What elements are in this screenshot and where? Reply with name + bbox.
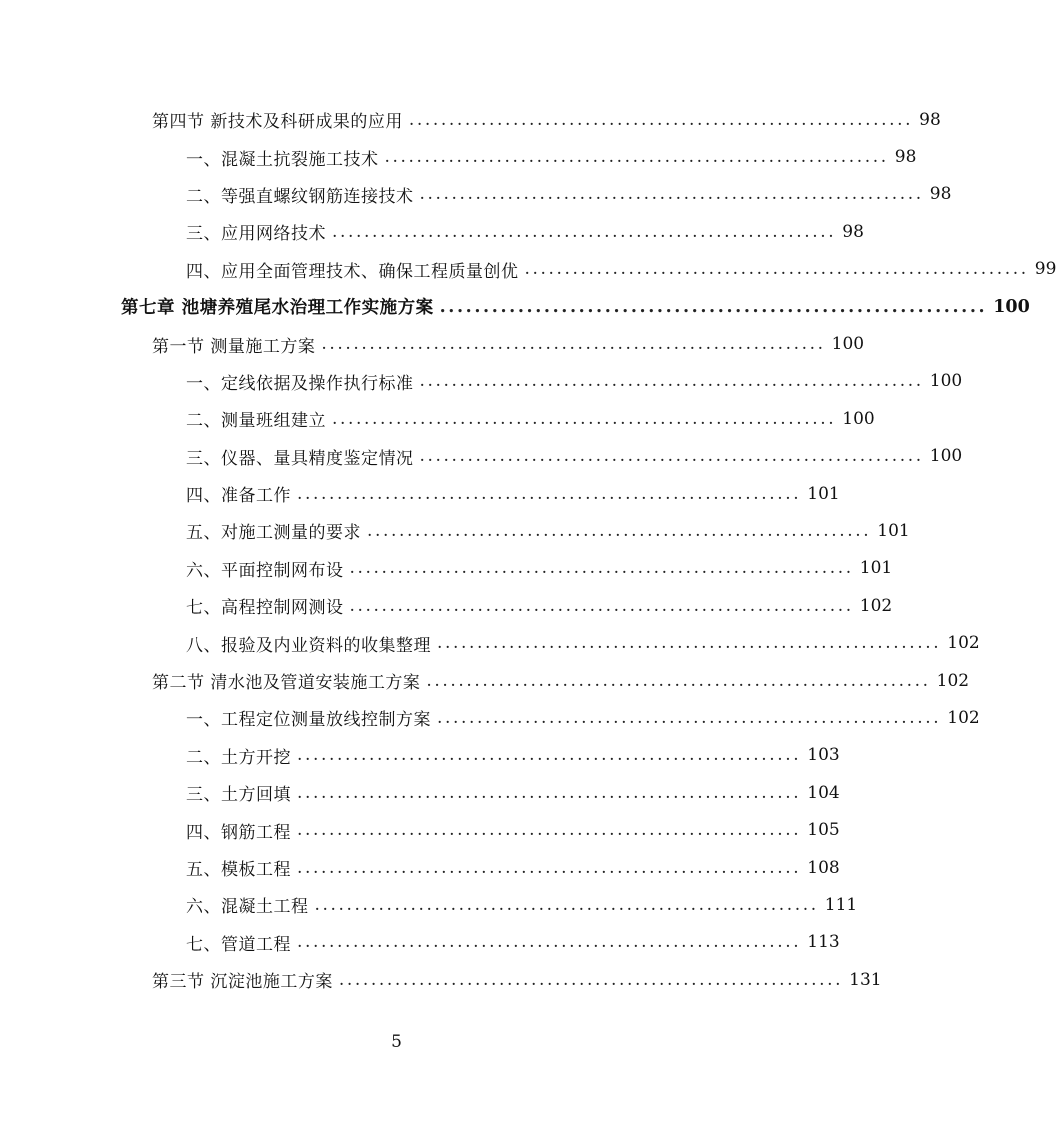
toc-entry[interactable] bbox=[0, 400, 875, 437]
dot-leader: ............................................................... bbox=[437, 707, 942, 728]
toc-entry[interactable] bbox=[0, 213, 864, 250]
toc-entry-page: 111 bbox=[824, 894, 858, 915]
dot-leader: ............................................................... bbox=[297, 782, 802, 803]
toc-entry-page: 102 bbox=[947, 707, 980, 728]
toc-entry[interactable] bbox=[0, 138, 917, 175]
toc-entry-title: 六、混凝土工程 bbox=[186, 897, 309, 918]
toc-entry[interactable] bbox=[0, 512, 910, 549]
toc-entry-title: 五、对施工测量的要求 bbox=[186, 523, 361, 544]
toc-entry[interactable] bbox=[0, 624, 980, 661]
toc-entry[interactable] bbox=[0, 737, 840, 774]
toc-entry-title: 三、仪器、量具精度鉴定情况 bbox=[186, 448, 414, 469]
toc-entry-title: 第一节 测量施工方案 bbox=[152, 336, 316, 357]
toc-entry-page: 105 bbox=[807, 820, 840, 841]
dot-leader: ............................................................... bbox=[332, 221, 837, 242]
toc-entry[interactable] bbox=[0, 774, 840, 811]
dot-leader: ............................................................... bbox=[439, 296, 988, 317]
toc-entry-page: 100 bbox=[842, 408, 875, 429]
toc-entry[interactable] bbox=[0, 849, 840, 886]
toc-entry[interactable] bbox=[0, 662, 970, 699]
toc-entry[interactable] bbox=[0, 550, 893, 587]
toc-entry-title: 二、等强直螺纹钢筋连接技术 bbox=[186, 186, 414, 207]
dot-leader: ............................................................... bbox=[297, 483, 802, 504]
dot-leader: ............................................................... bbox=[297, 932, 802, 953]
toc-entry-title: 四、准备工作 bbox=[186, 486, 291, 507]
dot-leader: ............................................................... bbox=[338, 969, 844, 990]
dot-leader: ............................................................... bbox=[384, 147, 889, 168]
toc-entry[interactable] bbox=[0, 251, 1056, 288]
toc-entry[interactable] bbox=[0, 587, 893, 624]
toc-entry-title: 第七章 池塘养殖尾水治理工作实施方案 bbox=[121, 298, 434, 319]
toc-entry-page: 100 bbox=[831, 334, 865, 355]
dot-leader: ............................................................... bbox=[419, 184, 924, 205]
toc-entry-page: 100 bbox=[929, 371, 963, 392]
toc-entry-title: 一、混凝土抗裂施工技术 bbox=[186, 149, 379, 170]
toc-entry-page: 98 bbox=[894, 147, 917, 168]
dot-leader: ............................................................... bbox=[419, 371, 924, 392]
toc-entry-title: 三、土方回填 bbox=[186, 785, 291, 806]
toc-entry-title: 四、钢筋工程 bbox=[186, 822, 291, 843]
table-of-contents bbox=[0, 101, 1056, 998]
toc-entry-page: 113 bbox=[807, 932, 840, 953]
toc-entry-title: 二、土方开挖 bbox=[186, 747, 291, 768]
dot-leader: ............................................................... bbox=[321, 334, 826, 355]
toc-entry[interactable] bbox=[0, 101, 941, 138]
toc-entry-page: 98 bbox=[842, 221, 864, 242]
toc-entry-title: 四、应用全面管理技术、确保工程质量创优 bbox=[186, 261, 519, 282]
toc-chapter-entry[interactable] bbox=[0, 288, 1030, 325]
toc-entry-title: 一、工程定位测量放线控制方案 bbox=[186, 710, 431, 731]
toc-entry-title: 三、应用网络技术 bbox=[186, 224, 326, 245]
toc-entry[interactable] bbox=[0, 176, 952, 213]
dot-leader: ............................................................... bbox=[426, 670, 931, 691]
toc-entry[interactable] bbox=[0, 886, 858, 923]
toc-entry-page: 101 bbox=[807, 483, 840, 504]
dot-leader: ............................................................... bbox=[437, 633, 942, 654]
toc-entry[interactable] bbox=[0, 811, 840, 848]
dot-leader: ............................................................... bbox=[297, 857, 802, 878]
dot-leader: ............................................................... bbox=[367, 520, 872, 541]
dot-leader: ............................................................... bbox=[314, 894, 819, 915]
toc-entry[interactable] bbox=[0, 363, 963, 400]
toc-entry-page: 98 bbox=[929, 184, 952, 205]
toc-entry[interactable] bbox=[0, 475, 840, 512]
toc-entry[interactable] bbox=[0, 924, 840, 961]
toc-entry-title: 第四节 新技术及科研成果的应用 bbox=[152, 112, 403, 133]
toc-entry[interactable] bbox=[0, 325, 865, 362]
toc-entry-page: 104 bbox=[807, 782, 840, 803]
dot-leader: ............................................................... bbox=[349, 558, 854, 579]
toc-entry[interactable] bbox=[0, 699, 980, 736]
toc-entry-page: 100 bbox=[993, 296, 1030, 317]
toc-entry-page: 108 bbox=[807, 857, 840, 878]
toc-entry-title: 六、平面控制网布设 bbox=[186, 560, 344, 581]
dot-leader: ............................................................... bbox=[332, 408, 837, 429]
toc-entry-title: 八、报验及内业资料的收集整理 bbox=[186, 635, 431, 656]
toc-entry-page: 99 bbox=[1034, 259, 1056, 280]
dot-leader: ............................................................... bbox=[419, 446, 924, 467]
toc-entry-title: 第二节 清水池及管道安装施工方案 bbox=[152, 673, 421, 694]
toc-entry-title: 二、测量班组建立 bbox=[186, 411, 326, 432]
toc-entry-page: 102 bbox=[859, 595, 893, 616]
toc-entry-page: 131 bbox=[849, 969, 882, 990]
toc-entry-page: 98 bbox=[919, 109, 941, 130]
dot-leader: ............................................................... bbox=[297, 745, 802, 766]
toc-entry[interactable] bbox=[0, 961, 882, 998]
toc-entry-page: 102 bbox=[947, 633, 980, 654]
toc-entry-title: 七、高程控制网测设 bbox=[186, 598, 344, 619]
toc-entry-page: 102 bbox=[936, 670, 970, 691]
toc-entry-title: 一、定线依据及操作执行标准 bbox=[186, 373, 414, 394]
toc-entry-page: 103 bbox=[807, 745, 840, 766]
dot-leader: ............................................................... bbox=[524, 259, 1029, 280]
toc-entry-title: 七、管道工程 bbox=[186, 934, 291, 955]
toc-entry[interactable] bbox=[0, 438, 963, 475]
toc-entry-page: 100 bbox=[929, 446, 963, 467]
dot-leader: ............................................................... bbox=[349, 595, 854, 616]
toc-entry-page: 101 bbox=[877, 520, 910, 541]
page-number: 5 bbox=[391, 1032, 402, 1052]
toc-entry-title: 第三节 沉淀池施工方案 bbox=[152, 972, 333, 993]
toc-entry-page: 101 bbox=[859, 558, 893, 579]
dot-leader: ............................................................... bbox=[408, 109, 914, 130]
dot-leader: ............................................................... bbox=[297, 820, 802, 841]
toc-entry-title: 五、模板工程 bbox=[186, 860, 291, 880]
